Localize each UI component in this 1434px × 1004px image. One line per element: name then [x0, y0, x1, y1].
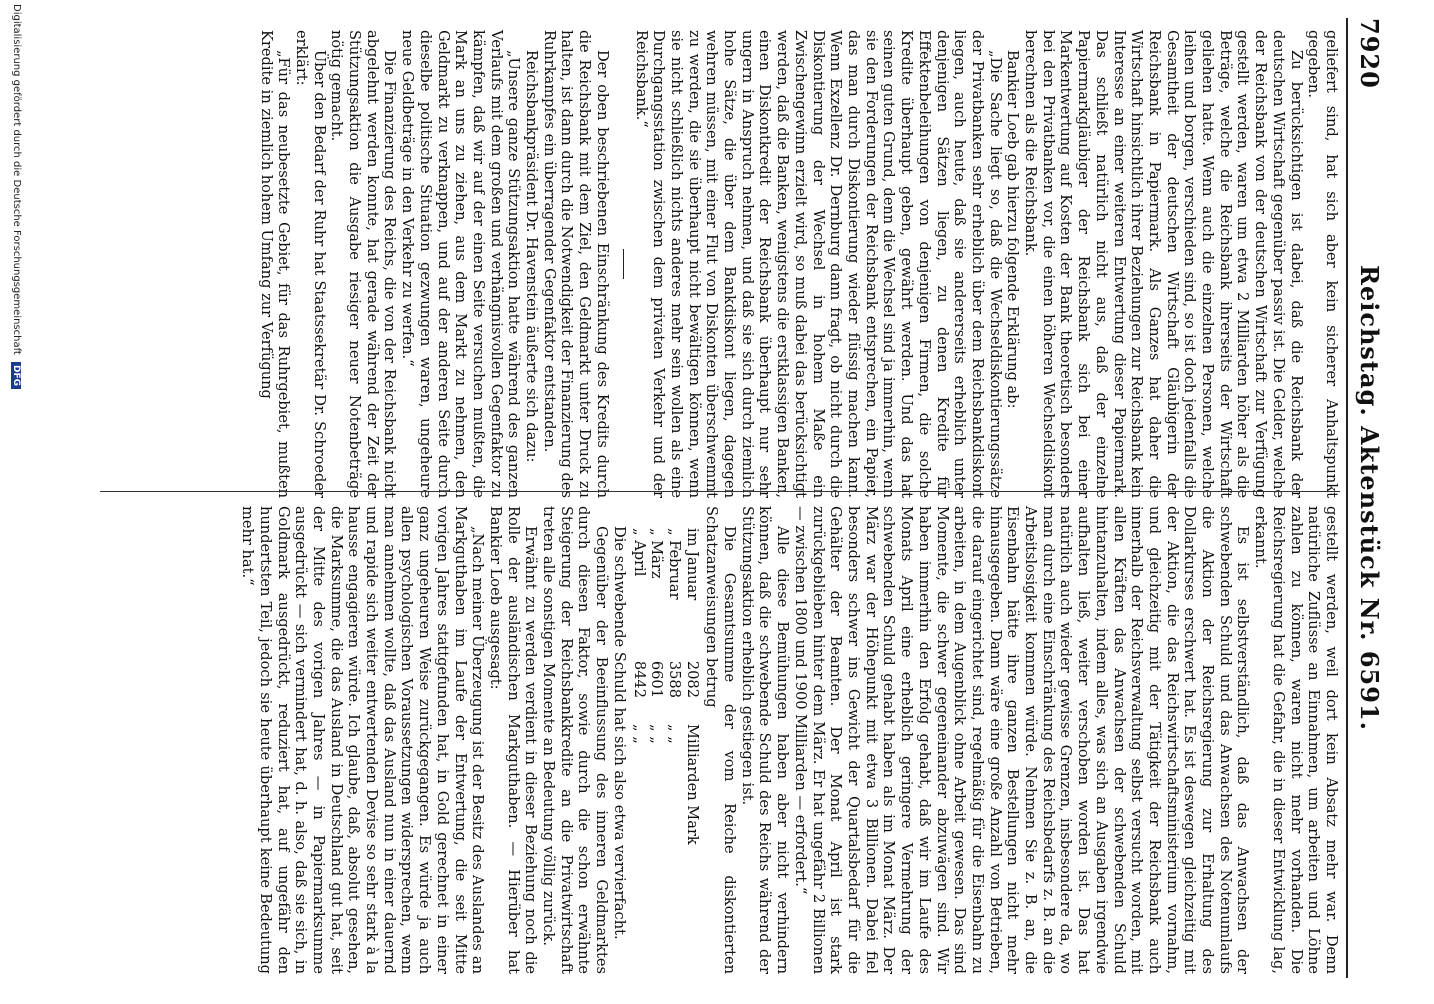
table-row	[648, 528, 666, 974]
paragraph: Über den Bedarf der Ruhr hat Staatssekretär Dr. Schroeder erklärt:	[292, 30, 328, 498]
column-divider	[100, 491, 1340, 492]
table-row	[630, 528, 648, 974]
paragraph: „Nach meiner Überzeugung ist der Besitz des Auslandes an Markguthaben im Laufe der Entwertung, die seit Mitte vorigen Jahres stattgefunden hat, in Gold gerechnet in einer ganz ungeheuren Weise zurückgegangen. Es würde ja auch allen psychologischen Voraussetzungen widersprechen, wenn man annehmen wollte, daß das Ausland nun in einer dauernd und rapide sich weiter entwertenden Devise so sehr stark à la hausse engagieren würde. Ich glaube, daß, absolut gesehen, die Marksumme, die das Ausland in Deutschland gut hat, seit der Mitte des vorigen Jahres — in Papiermarksumme ausgedrückt — sich vermindert hat, d. h. also, daß sie sich, in Goldmark ausgedrückt, reduziert hat, auf ungefähr den hundertsten Teil, jedoch sie heute überhaupt keine Bedeutung mehr hat.“	[239, 506, 487, 974]
table-month: im Januar	[683, 528, 701, 601]
paragraph: geliefert sind, hat sich aber kein sicherer Anhaltspunkt gegeben.	[1305, 30, 1340, 498]
paragraph: Zu berücksichtigen ist dabei, daß die Reichsbank der deutschen Wirtschaft gegenüber passiv ist. Die Gelder, welche der Reichsbank von der deutschen Wirtschaft zur Verfügung gestellt werden, waren um etwa 2 Milliarden höher als die Beträge, welche die Reichsbank ihrerseits der Wirtschaft geliehen hatte. Wenn auch die einzelnen Personen, welche leihen und borgen, verschieden sind, so ist doch jedenfalls die Gesamtheit der deutschen Wirtschaft Gläubigerin der Reichsbank in Papiermark. Als Ganzes hat daher die Wirtschaft hinsichtlich ihrer Beziehungen zur Reichsbank kein Interesse an einer weiteren Entwertung dieser Papiermark. Das schließt natürlich nicht aus, daß der einzelne Papiermarkgläubiger der Reichsbank sich bei einer Markentwertung auf Kosten der Bank theoretisch besonders bei den Privatbanken vor, die einen höheren Wechseldiskont berechnen als die Reichsbank.	[1022, 30, 1305, 498]
right-column	[238, 506, 1340, 974]
paragraph: gestellt werden, weil dort kein Absatz mehr war. Denn natürliche Zuflüsse an Einnahmen, um arbeiten und Löhne zahlen zu können, waren nicht mehr vorhanden. Die Reichsregierung hat die Gefahr, die in dieser Entwicklung lag, erkannt.	[1252, 506, 1340, 974]
table-row	[665, 528, 683, 974]
paragraph: „Die Sache liegt so, daß die Wechseldiskontierungssätze der Privatbanken sehr erheblich über dem Reichsbankdiskont liegen, auch heute, daß sie andererseits erheblich unter denjenigen Sätzen liegen, zu denen Kredite für Effektenbeleihungen von denjenigen Firmen, die solche Kredite überhaupt geben, gewährt werden. Und das hat seinen guten Grund, denn die Wechsel sind ja immerhin, wenn sie den Forderungen der Reichsbank entsprechen, ein Papier, das man durch Diskontierung wieder flüssig machen kann. Wenn Exzellenz Dr. Dernburg dann fragt, ob nicht durch die Diskontierung der Wechsel in hohem Maße ein Zwischengewinn erzielt wird, so muß dabei das berücksichtigt werden, daß die Banken, wenigstens die erstklassigen Banken, einen Diskontkredit der Reichsbank überhaupt nur sehr ungern in Anspruch nehmen, und daß sie sich durch ziemlich hohe Sätze, die über dem Bankdiskont liegen, dagegen wehren müssen, mit einer Flut von Diskonten überschwemmt zu werden, die sie überhaupt nicht bewältigen können, wenn sie nicht schließlich nichts anderes mehr sein wollen als eine Durchgangsstation zwischen dem privaten Verkehr und der Reichsbank.“	[632, 30, 1004, 498]
table-unit: „ „	[648, 724, 666, 744]
paragraph: Gegenüber der Beeinflussung des inneren Geldmarktes durch diesen Faktor, sowie durch die schon erwähnte Steigerung der Reichsbankkredite an die Privatwirtschaft treten alle sonstigen Momente an Bedeutung völlig zurück.	[540, 506, 611, 974]
treasury-bill-table	[630, 528, 701, 974]
digitization-credit	[11, 0, 22, 1004]
table-value: 2082	[683, 660, 701, 698]
table-unit: Milliarden Mark	[683, 724, 701, 845]
table-value: 8442	[630, 660, 648, 698]
paragraph: Erwähnt zu werden verdient in dieser Beziehung noch die Rolle der ausländischen Markguthaben. — Hierüber hat Bankier Loeb ausgesagt:	[486, 506, 540, 974]
paragraph: Reichsbankpräsident Dr. Havenstein äußerte sich dazu:	[523, 50, 541, 463]
paragraph: Bankier Loeb gab hierzu folgende Erklärung ab:	[1004, 50, 1022, 409]
paragraph: „Unsere ganze Stützungsaktion hatte während des ganzen Verlaufs mit dem großen und verhängnisvollen Gegenfaktor zu kämpfen, daß wir auf der einen Seite versuchen mußten, die Mark an uns zu ziehen, aus dem Markt zu nehmen, den Geldmarkt zu verknappen, und auf der anderen Seite durch dieselbe politische Situation gezwungen waren, ungeheure neue Geldbeträge in den Verkehr zu werfen.“	[399, 30, 523, 498]
dfg-logo: DFG	[11, 362, 21, 389]
left-column	[257, 30, 1340, 498]
header-rule	[1346, 18, 1348, 978]
paragraph: Alle diese Bemühungen haben aber nicht verhindern können, daß die schwebende Schuld des Reichs während der Stützungsaktion erheblich gestiegen ist.	[738, 506, 792, 974]
table-value: 3588	[665, 660, 683, 698]
table-unit: „ „	[665, 724, 683, 744]
paragraph: Es ist selbstverständlich, daß das Anwachsen der schwebenden Schuld und das Anwachsen des Notenumlaufs die Aktion der Reichsregierung zur Erhaltung des Dollarkurses erschwert hat. Es ist deswegen gleichzeitig mit der Aktion, die das Reichswirtschaftsministerium vornahm, und gleichzeitig mit der Tätigkeit der Reichsbank auch innerhalb der Reichsverwaltung selbst versucht worden, mit allen Kräften das Anwachsen der schwebenden Schuld hintanzuhalten, indem alles, was sich an Ausgaben irgendwie aufhalten ließ, weiter verschoben worden ist. Das hat natürlich auch wieder gewisse Grenzen, insbesondere da, wo man durch eine Einschränkung des Reichsbedarfs z. B. an die Arbeitslosigkeit kommen würde. Nehmen Sie z. B. an, die Eisenbahn hätte ihre ganzen Bestellungen nicht mehr hinausgegeben. Dann wäre eine große Anzahl von Betrieben, die darauf eingerichtet sind, regelmäßig für die Eisenbahn zu arbeiten, in dem Augenblick ohne Arbeit gewesen. Das sind Momente, die schwer gegeneinander abzuwägen sind. Wir haben immerhin den Erfolg gehabt, daß wir im Laufe des Monats April eine erheblich geringere Vermehrung der schwebenden Schuld gehabt haben als im Monat März. Der März war der Höhepunkt mit etwa 3 Billionen. Dabei fiel besonders schwer ins Gewicht der Quartalsbedarf für die Gehälter der Beamten. Der Monat April ist stark zurückgeblieben hinter dem März. Er hat ungefähr 2 Billionen — zwischen 1800 und 1900 Milliarden — erfordert.“	[791, 506, 1252, 974]
table-value: 6601	[648, 660, 666, 698]
section-separator	[623, 249, 624, 279]
page-number: 7920	[1355, 18, 1384, 89]
paragraph: „Für das neubesetzte Gebiet, für das Ruhrgebiet, mußten Kredite in ziemlich hohem Umfang zur Verfügung	[257, 30, 293, 498]
paragraph: Die schwebende Schuld hat sich also etwa vervierfacht.	[610, 526, 628, 940]
credit-text: Digitalisierung gefördert durch die Deutsche Forschungsgemeinschaft	[11, 4, 22, 355]
table-unit: „ „	[630, 724, 648, 744]
paragraph: Der oben beschriebenen Einschränkung des Kredits durch die Reichsbank mit dem Ziel, den Geldmarkt unter Druck zu halten, ist dann durch die Notwendigkeit der Finanzierung des Ruhrkampfes ein überragender Gegenfaktor entstanden.	[540, 30, 611, 498]
paragraph: Die Gesamtsumme der vom Reiche diskontierten Schatzanweisungen betrug	[703, 506, 739, 974]
page-header	[1346, 18, 1386, 978]
table-month: „ April	[630, 528, 648, 577]
page-title: Reichstag. Aktenstück Nr. 6591.	[1355, 265, 1384, 731]
table-month: „ Februar	[665, 528, 683, 600]
table-month: „ März	[648, 528, 666, 579]
paragraph: Die Finanzierung des Reichs, die von der Reichsbank nicht abgelehnt werden konnte, hat gerade während der Zeit der Stützungsaktion die Ausgabe riesiger neuer Notenbeträge nötig gemacht.	[328, 30, 399, 498]
table-row	[683, 528, 701, 974]
